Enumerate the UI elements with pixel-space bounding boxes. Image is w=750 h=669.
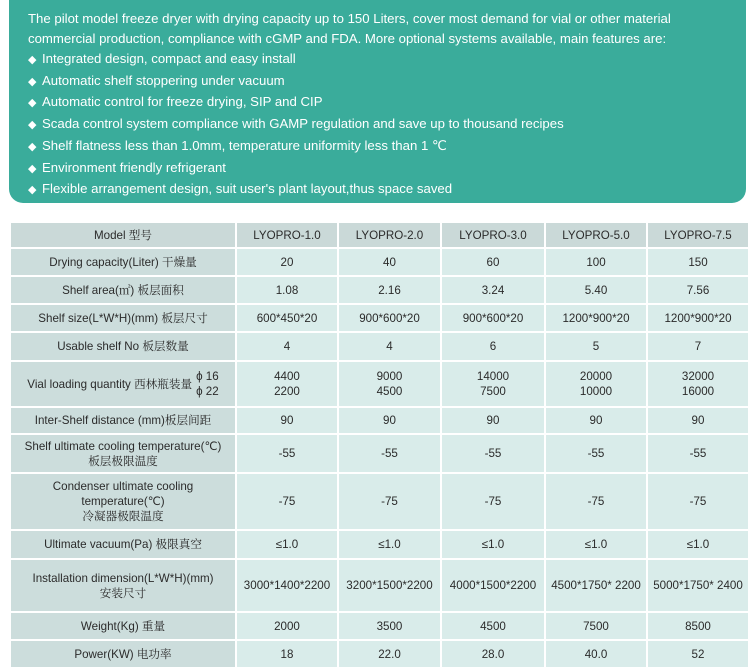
feature-item: ◆ Flexible arrangement design, suit user's plant layout,thus space saved — [28, 179, 736, 201]
cell-value: 3200*1500*2200 — [338, 559, 441, 612]
table-row — [10, 304, 749, 332]
table-row — [10, 473, 749, 530]
cell-value: 4500*1750* 2200 — [545, 559, 647, 612]
table-row — [10, 530, 749, 559]
cell-value: -55 — [545, 434, 647, 473]
row-label: Power(KW) 电功率 — [10, 640, 236, 668]
cell-value: 4 — [236, 332, 338, 361]
cell-value: ≤1.0 — [441, 530, 545, 559]
cell-value: 3.24 — [441, 276, 545, 304]
model-header-row — [10, 222, 749, 248]
cell-value: 3000*1400*2200 — [236, 559, 338, 612]
cell-value: 5.40 — [545, 276, 647, 304]
cell-value: ≤1.0 — [647, 530, 749, 559]
cell-value: 8500 — [647, 612, 749, 640]
row-label: Inter-Shelf distance (mm)板层间距 — [10, 407, 236, 434]
table-row — [10, 612, 749, 640]
cell-value: 28.0 — [441, 640, 545, 668]
row-label: Condenser ultimate cooling temperature(℃) 冷凝器极限温度 — [10, 473, 236, 530]
row-label: Shelf ultimate cooling temperature(℃) 板层极限温度 — [10, 434, 236, 473]
cell-value: 4000*1500*2200 — [441, 559, 545, 612]
cell-value: -75 — [647, 473, 749, 530]
cell-value: ≤1.0 — [236, 530, 338, 559]
table-row — [10, 407, 749, 434]
cell-value: 90 — [236, 407, 338, 434]
table-row — [10, 248, 749, 276]
cell-value: 1200*900*20 — [647, 304, 749, 332]
cell-value: -75 — [236, 473, 338, 530]
diamond-bullet-icon: ◆ — [28, 184, 37, 197]
diamond-bullet-icon: ◆ — [28, 75, 37, 88]
cell-value: 40 — [338, 248, 441, 276]
cell-value: ≤1.0 — [545, 530, 647, 559]
cell-value: 20 — [236, 248, 338, 276]
row-label: Weight(Kg) 重量 — [10, 612, 236, 640]
cell-value: 90 — [545, 407, 647, 434]
intro-panel — [9, 0, 746, 203]
diamond-bullet-icon: ◆ — [28, 97, 37, 110]
feature-list — [28, 49, 736, 201]
cell-value: -55 — [236, 434, 338, 473]
row-label: Usable shelf No 板层数量 — [10, 332, 236, 361]
cell-value: 1200*900*20 — [545, 304, 647, 332]
cell-value: 150 — [647, 248, 749, 276]
specification-table — [9, 221, 750, 669]
diamond-bullet-icon: ◆ — [28, 140, 37, 153]
cell-value: 20000 10000 — [545, 361, 647, 407]
row-label: Shelf size(L*W*H)(mm) 板层尺寸 — [10, 304, 236, 332]
diamond-bullet-icon: ◆ — [28, 54, 37, 66]
cell-value: 3500 — [338, 612, 441, 640]
feature-item: ◆ Automatic shelf stoppering under vacuum — [28, 71, 736, 93]
cell-value: ≤1.0 — [338, 530, 441, 559]
model-header-label: Model 型号 — [10, 222, 236, 248]
feature-item: ◆ Automatic control for freeze drying, SIP and CIP — [28, 92, 736, 114]
model-name: LYOPRO-5.0 — [545, 222, 647, 248]
row-label: Shelf area(㎡) 板层面积 — [10, 276, 236, 304]
cell-value: -75 — [545, 473, 647, 530]
cell-value: 900*600*20 — [441, 304, 545, 332]
model-name: LYOPRO-2.0 — [338, 222, 441, 248]
diamond-bullet-icon: ◆ — [28, 162, 37, 175]
model-name: LYOPRO-1.0 — [236, 222, 338, 248]
cell-value: 9000 4500 — [338, 361, 441, 407]
phi16-label: ϕ 16 — [196, 370, 219, 383]
row-label — [10, 361, 236, 407]
intro-paragraph: The pilot model freeze dryer with drying capacity up to 150 Liters, cover most demand for vial or other material commercial production, compliance with cGMP and FDA. More optional systems available, main features are: — [28, 11, 671, 46]
cell-value: 5000*1750* 2400 — [647, 559, 749, 612]
cell-value: -55 — [441, 434, 545, 473]
cell-value: 600*450*20 — [236, 304, 338, 332]
table-row — [10, 434, 749, 473]
cell-value: 4 — [338, 332, 441, 361]
cell-value: 5 — [545, 332, 647, 361]
phi22-label: ϕ 22 — [196, 385, 219, 398]
cell-value: 900*600*20 — [338, 304, 441, 332]
cell-value: 6 — [441, 332, 545, 361]
cell-value: -75 — [441, 473, 545, 530]
cell-value: 90 — [338, 407, 441, 434]
vial-loading-row — [10, 361, 749, 407]
vial-label: Vial loading quantity 西林瓶装量 — [27, 377, 193, 391]
row-label: Drying capacity(Liter) 干燥量 — [10, 248, 236, 276]
cell-value: 14000 7500 — [441, 361, 545, 407]
model-name: LYOPRO-3.0 — [441, 222, 545, 248]
cell-value: 32000 16000 — [647, 361, 749, 407]
cell-value: 52 — [647, 640, 749, 668]
feature-item: ◆ Integrated design, compact and easy install — [28, 49, 736, 71]
table-row — [10, 559, 749, 612]
cell-value: 7.56 — [647, 276, 749, 304]
cell-value: 100 — [545, 248, 647, 276]
diamond-bullet-icon: ◆ — [28, 119, 37, 132]
cell-value: 90 — [441, 407, 545, 434]
cell-value: 60 — [441, 248, 545, 276]
cell-value: 18 — [236, 640, 338, 668]
cell-value: 4500 — [441, 612, 545, 640]
cell-value: 90 — [647, 407, 749, 434]
feature-item: ◆ Environment friendly refrigerant — [28, 158, 736, 180]
table-row — [10, 276, 749, 304]
cell-value: 7500 — [545, 612, 647, 640]
feature-item: ◆ Scada control system compliance with GAMP regulation and save up to thousand recipes — [28, 114, 736, 136]
row-label: Installation dimension(L*W*H)(mm) 安装尺寸 — [10, 559, 236, 612]
cell-value: 7 — [647, 332, 749, 361]
feature-item: ◆ Shelf flatness less than 1.0mm, temperature uniformity less than 1 ℃ — [28, 136, 736, 158]
row-label: Ultimate vacuum(Pa) 极限真空 — [10, 530, 236, 559]
cell-value: -55 — [647, 434, 749, 473]
model-name: LYOPRO-7.5 — [647, 222, 749, 248]
cell-value: 4400 2200 — [236, 361, 338, 407]
table-row — [10, 332, 749, 361]
table-row — [10, 640, 749, 668]
cell-value: 40.0 — [545, 640, 647, 668]
cell-value: 2.16 — [338, 276, 441, 304]
cell-value: 1.08 — [236, 276, 338, 304]
cell-value: 22.0 — [338, 640, 441, 668]
cell-value: -55 — [338, 434, 441, 473]
cell-value: 2000 — [236, 612, 338, 640]
cell-value: -75 — [338, 473, 441, 530]
